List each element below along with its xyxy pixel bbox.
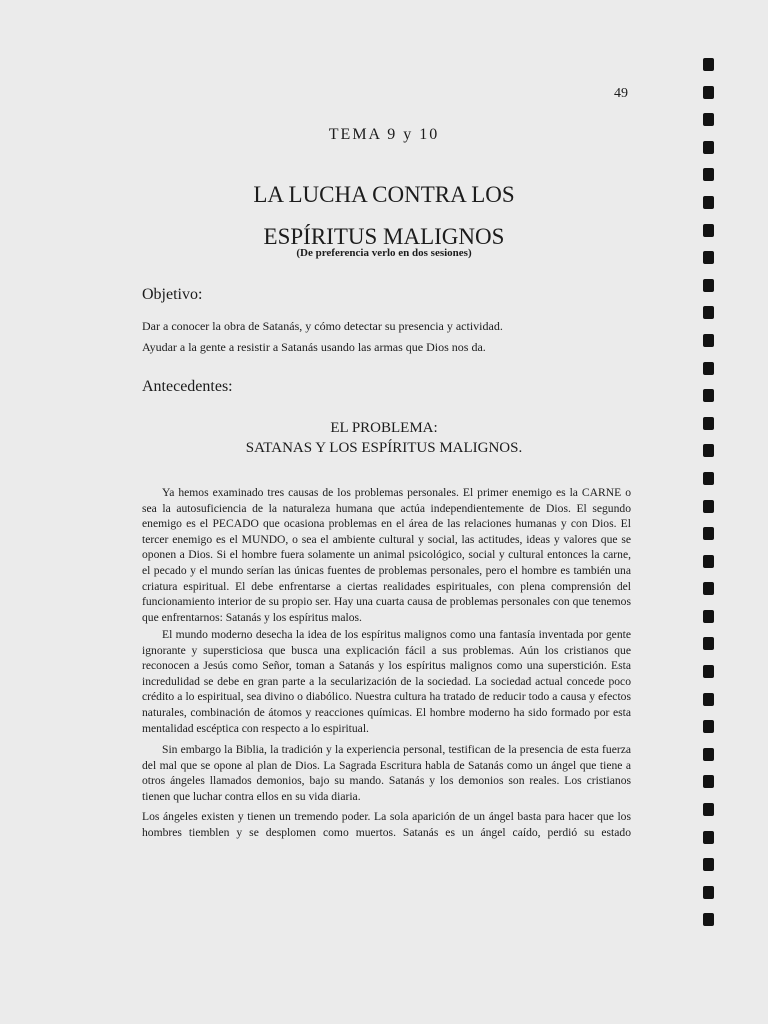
binding-hole	[703, 417, 714, 430]
binding-hole	[703, 472, 714, 485]
binding-hole	[703, 444, 714, 457]
binding-hole	[703, 637, 714, 650]
subtitle: (De preferencia verlo en dos sesiones)	[296, 247, 472, 259]
binding-hole	[703, 196, 714, 209]
body-paragraph-3: Sin embargo la Biblia, la tradición y la experiencia personal, testifican de la presencia de esta fuerza del mal que se opone al plan de Dios. La Sagrada Escritura habla de Satanás como un ángel que tiene a otros ángeles llamados demonios, bajo su mando. Satanás y los demonios son reales. Los cristianos tienen que luchar contra ellos en su vida diaria.	[142, 743, 631, 803]
binding-hole	[703, 141, 714, 154]
binding-hole	[703, 775, 714, 788]
binding-hole	[703, 224, 714, 237]
body-paragraph-1: Ya hemos examinado tres causas de los problemas personales. El primer enemigo es la CARNE o sea la autosuficiencia de la naturaleza humana que actúa independientemente de Dios. El segundo enemigo es el PECADO que ocasiona problemas en el área de las relaciones humanas y con Dios. El tercer enemigo es el MUNDO, o sea el ambiente cultural y social, las actitudes, ideas y valores que se oponen a Dios. Si el hombre fuera solamente un animal psicológico, social y cultural entonces la carne, el pecado y el mundo serían las únicas fuentes de problemas personales, pero el hombre es también una criatura espiritual. El debe enfrentarse a ciertas realidades espirituales, con plena comprensión del funcionamiento interior de su propio ser. Hay una cuarta causa de problemas personales con que tenemos que enfrentarnos: Satanás y los espíritus malos.	[142, 486, 631, 624]
page-number: 49	[614, 86, 628, 101]
binding-hole	[703, 279, 714, 292]
binding-hole	[703, 362, 714, 375]
binding-hole	[703, 886, 714, 899]
binding-hole	[703, 527, 714, 540]
page-title-line-2: ESPÍRITUS MALIGNOS	[263, 224, 505, 249]
binding-hole	[703, 168, 714, 181]
binding-hole	[703, 86, 714, 99]
problem-heading-line-1: EL PROBLEMA:	[330, 420, 438, 436]
binding-hole	[703, 500, 714, 513]
page-title-line-1: LA LUCHA CONTRA LOS	[253, 182, 515, 207]
binding-hole	[703, 720, 714, 733]
binding-hole	[703, 555, 714, 568]
binding-hole	[703, 306, 714, 319]
binding-hole	[703, 334, 714, 347]
binding-hole	[703, 58, 714, 71]
binding-hole	[703, 665, 714, 678]
topic-label: TEMA 9 y 10	[328, 126, 440, 143]
binding-hole	[703, 582, 714, 595]
binding-hole	[703, 610, 714, 623]
binding-hole	[703, 831, 714, 844]
binding-hole	[703, 389, 714, 402]
binding-hole	[703, 113, 714, 126]
objective-line-2: Ayudar a la gente a resistir a Satanás usando las armas que Dios nos da.	[142, 340, 486, 354]
binding-hole	[703, 251, 714, 264]
problem-heading-line-2: SATANAS Y LOS ESPÍRITUS MALIGNOS.	[245, 440, 523, 456]
binding-hole	[703, 693, 714, 706]
spiral-binding-holes	[703, 58, 715, 941]
background-heading: Antecedentes:	[142, 378, 233, 395]
objective-line-1: Dar a conocer la obra de Satanás, y cómo detectar su presencia y actividad.	[142, 319, 503, 333]
binding-hole	[703, 858, 714, 871]
objective-heading: Objetivo:	[142, 286, 203, 303]
binding-hole	[703, 803, 714, 816]
binding-hole	[703, 748, 714, 761]
body-paragraph-2: El mundo moderno desecha la idea de los espíritus malignos como una fantasía inventada por gente ignorante y supersticiosa que busca una explicación fácil a sus problemas. Aún los cristianos que reconocen a Jesús como Señor, toman a Satanás y los espíritus malignos como una superstición. Esta incredulidad se debe en gran parte a la secularización de la sociedad. La sociedad actual concede poco crédito a lo espiritual, sea divino o diabólico. Nuestra cultura ha tratado de reducir todo a causa y efectos naturales, combinación de átomos y reacciones químicas. El hombre moderno ha sido formado por esta mentalidad escéptica con respecto a lo espiritual.	[142, 628, 631, 735]
binding-hole	[703, 913, 714, 926]
body-paragraph-4: Los ángeles existen y tienen un tremendo poder. La sola aparición de un ángel basta para hacer que los hombres tiemblen y se desplomen como muertos. Satanás es un ángel caído, perdió su estado	[142, 810, 631, 839]
